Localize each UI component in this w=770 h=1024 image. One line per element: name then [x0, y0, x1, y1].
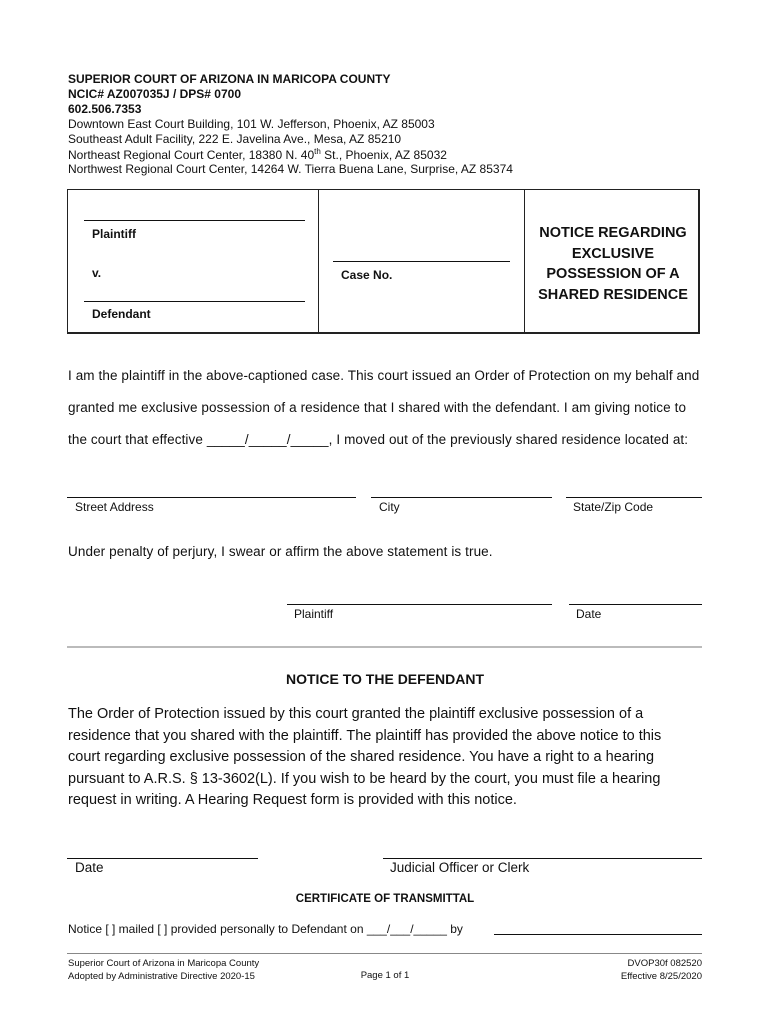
- effective-date-field[interactable]: _____/_____/_____: [206, 432, 329, 447]
- defendant-label: Defendant: [92, 307, 151, 321]
- judicial-officer-label: Judicial Officer or Clerk: [390, 860, 530, 875]
- statement-line-3: the court that effective _____/_____/_____, I moved out of the previously shared residence located at:: [68, 432, 689, 447]
- court-address-1: Downtown East Court Building, 101 W. Jefferson, Phoenix, AZ 85003: [68, 117, 435, 131]
- plaintiff-label: Plaintiff: [92, 227, 136, 241]
- plaintiff-name-line[interactable]: [84, 220, 305, 221]
- state-zip-line[interactable]: [566, 497, 702, 498]
- versus-label: v.: [92, 266, 102, 280]
- footer-rule: [67, 953, 702, 954]
- oath-statement: Under penalty of perjury, I swear or affirm the above statement is true.: [68, 544, 493, 559]
- court-address-2: Southeast Adult Facility, 222 E. Javelina Ave., Mesa, AZ 85210: [68, 132, 402, 146]
- street-address-line[interactable]: [67, 497, 356, 498]
- ncic-number: NCIC# AZ007035J / DPS# 0700: [68, 87, 241, 101]
- state-zip-label: State/Zip Code: [573, 500, 654, 514]
- judicial-date-label: Date: [75, 860, 104, 875]
- statement-line-2: granted me exclusive possession of a residence that I shared with the defendant. I am giving notice to: [68, 400, 687, 415]
- case-number-line[interactable]: [333, 261, 510, 262]
- city-label: City: [379, 500, 400, 514]
- court-address-3: Northeast Regional Court Center, 18380 N. 40th St., Phoenix, AZ 85032: [68, 147, 447, 162]
- defendant-notice-body: The Order of Protection issued by this court granted the plaintiff exclusive possession of a residence that you shared with the plaintiff. The plaintiff has provided the above notice to this court regarding exclusive possession of the shared residence. You have a right to a hearing pursuant to A.R.S. § 13-3602(L). If you wish to be heard by the court, you must file a hearing request in writing. A Hearing Request form is provided with this notice.: [68, 706, 662, 808]
- certificate-by-line[interactable]: [494, 934, 702, 935]
- judicial-officer-line[interactable]: [383, 858, 702, 859]
- street-address-label: Street Address: [75, 500, 154, 514]
- plaintiff-signature-line[interactable]: [287, 604, 552, 605]
- court-address-4: Northwest Regional Court Center, 14264 W. Tierra Buena Lane, Surprise, AZ 85374: [68, 162, 513, 176]
- plaintiff-date-line[interactable]: [569, 604, 702, 605]
- judicial-date-line[interactable]: [67, 858, 258, 859]
- plaintiff-date-label: Date: [576, 607, 602, 621]
- court-phone: 602.506.7353: [68, 102, 142, 116]
- case-caption-box: [67, 189, 700, 334]
- footer-right: DVOP30f 082520 Effective 8/25/2020: [620, 958, 702, 982]
- city-line[interactable]: [371, 497, 552, 498]
- section-divider: [67, 646, 702, 648]
- statement-line-1: I am the plaintiff in the above-captioned case. This court issued an Order of Protection on my behalf and: [68, 368, 700, 383]
- court-name: SUPERIOR COURT OF ARIZONA IN MARICOPA COUNTY: [68, 72, 391, 86]
- certificate-text: Notice [ ] mailed [ ] provided personally to Defendant on ___/___/_____ by: [68, 922, 463, 936]
- page-number: Page 1 of 1: [360, 970, 410, 981]
- plaintiff-signature-label: Plaintiff: [294, 607, 334, 621]
- form-title: NOTICE REGARDING EXCLUSIVE POSSESSION OF A SHARED RESIDENCE: [538, 225, 688, 303]
- defendant-notice-heading: NOTICE TO THE DEFENDANT: [285, 671, 485, 687]
- certificate-heading: CERTIFICATE OF TRANSMITTAL: [295, 893, 475, 905]
- case-no-label: Case No.: [341, 268, 393, 282]
- defendant-name-line[interactable]: [84, 301, 305, 302]
- footer-left: Superior Court of Arizona in Maricopa County Adopted by Administrative Directive 2020-15: [68, 958, 260, 982]
